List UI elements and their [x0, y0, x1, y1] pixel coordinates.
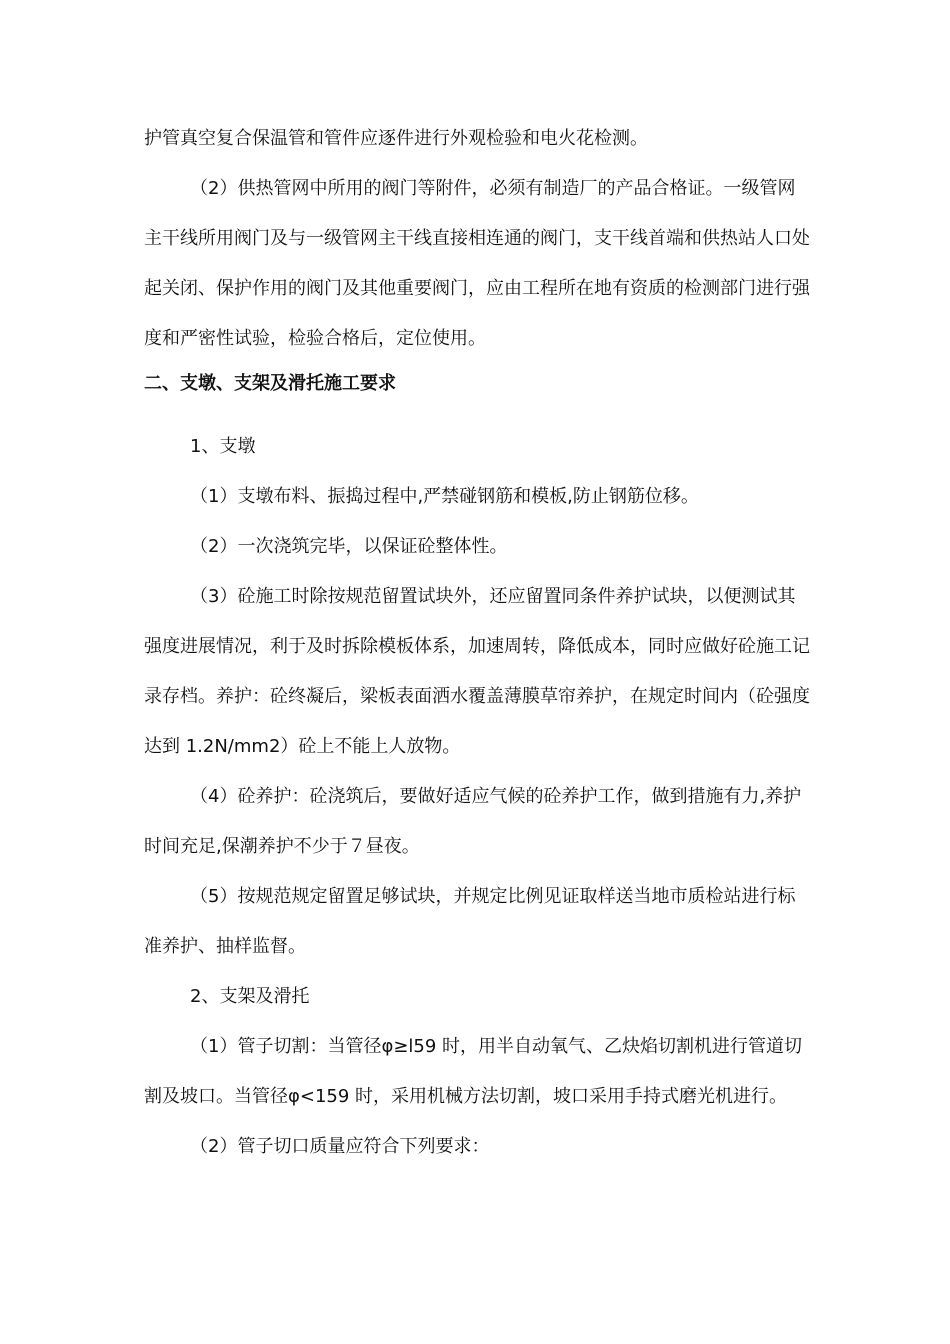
- paragraph-pier-item-3: （3）砼施工时除按规范留置试块外，还应留置同条件养护试块，以便测试其强度进展情况，利于及时拆除模板体系，加速周转，降低成本，同时应做好砼施工记录存档。养护：砼终凝后，梁板表面洒水覆盖薄膜草帘养护，在规定时间内（砼强度达到 1.2N/mm2）砼上不能上人放物。: [144, 586, 810, 757]
- document-body: [144, 114, 812, 1172]
- paragraph-pier-item-5: （5）按规范规定留置足够试块，并规定比例见证取样送当地市质检站进行标准养护、抽样监督。: [144, 886, 796, 957]
- section-heading-supports: 二、支墩、支架及滑托施工要求: [144, 373, 396, 394]
- paragraph-pier-item-2: （2）一次浇筑完毕，以保证砼整体性。: [190, 536, 508, 557]
- paragraph-support-item-1: （1）管子切割：当管径φ≥l59 时，用半自动氧气、乙炔焰切割机进行管道切割及坡口。当管径φ<159 时，采用机械方法切割，坡口采用手持式磨光机进行。: [144, 1036, 803, 1107]
- subheading-pier: 1、支墩: [190, 436, 256, 457]
- paragraph-inspection-continuation: 护管真空复合保温管和管件应逐件进行外观检验和电火花检测。: [144, 128, 648, 149]
- paragraph-pier-item-4: （4）砼养护：砼浇筑后，要做好适应气候的砼养护工作，做到措施有力,养护时间充足,保潮养护不少于７昼夜。: [144, 786, 802, 857]
- paragraph-valve-certification: （2）供热管网中所用的阀门等附件，必须有制造厂的产品合格证。一级管网主干线所用阀门及与一级管网主干线直接相连通的阀门，支干线首端和供热站人口处起关闭、保护作用的阀门及其他重要阀门，应由工程所在地有资质的检测部门进行强度和严密性试验，检验合格后，定位使用。: [144, 178, 810, 349]
- paragraph-support-item-2: （2）管子切口质量应符合下列要求：: [190, 1136, 490, 1157]
- subheading-support-slide: 2、支架及滑托: [190, 986, 310, 1007]
- paragraph-pier-item-1: （1）支墩布料、振捣过程中,严禁碰钢筋和模板,防止钢筋位移。: [190, 486, 699, 507]
